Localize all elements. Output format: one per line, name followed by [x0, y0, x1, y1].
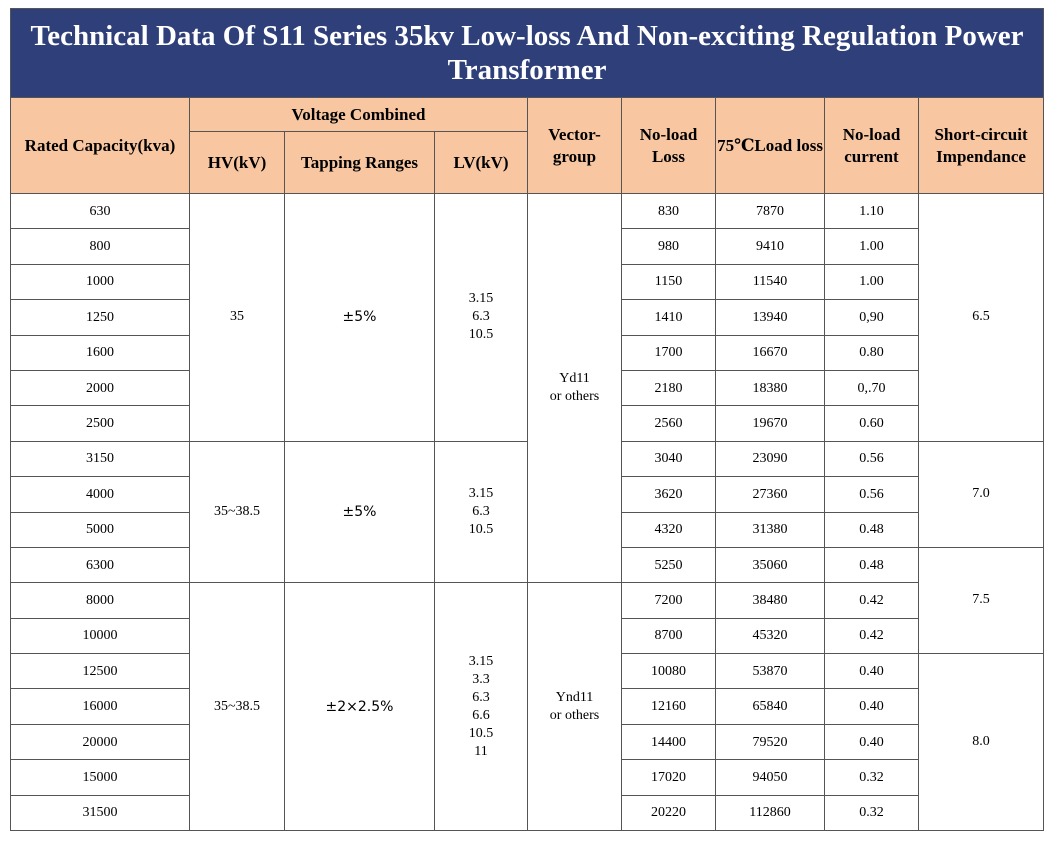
cell-rated-capacity: 5000	[11, 512, 190, 547]
cell-vector-group: Ynd11 or others	[528, 583, 622, 831]
cell-rated-capacity: 1600	[11, 335, 190, 370]
header-load-loss: 75℃Load loss	[716, 98, 825, 194]
cell-no-load-current: 0,90	[825, 300, 919, 335]
cell-no-load-current: 0.40	[825, 654, 919, 689]
cell-no-load-current: 1.10	[825, 194, 919, 229]
cell-rated-capacity: 1000	[11, 264, 190, 299]
cell-lv: 3.15 6.3 10.5	[435, 441, 528, 583]
cell-no-load-loss: 8700	[622, 618, 716, 653]
cell-no-load-loss: 2560	[622, 406, 716, 441]
transformer-data-table	[10, 8, 1044, 831]
cell-no-load-current: 0,.70	[825, 370, 919, 405]
cell-load-loss: 65840	[716, 689, 825, 724]
cell-load-loss: 7870	[716, 194, 825, 229]
cell-rated-capacity: 3150	[11, 441, 190, 476]
table-row	[11, 583, 1044, 618]
header-rated-capacity: Rated Capacity(kva)	[11, 98, 190, 194]
cell-load-loss: 27360	[716, 477, 825, 512]
cell-load-loss: 13940	[716, 300, 825, 335]
cell-tapping-range: ±5%	[285, 194, 435, 442]
cell-rated-capacity: 1250	[11, 300, 190, 335]
cell-rated-capacity: 12500	[11, 654, 190, 689]
cell-no-load-loss: 830	[622, 194, 716, 229]
cell-load-loss: 9410	[716, 229, 825, 264]
cell-hv: 35	[190, 194, 285, 442]
cell-no-load-current: 0.40	[825, 689, 919, 724]
cell-rated-capacity: 2500	[11, 406, 190, 441]
cell-rated-capacity: 10000	[11, 618, 190, 653]
cell-no-load-loss: 10080	[622, 654, 716, 689]
table-row	[11, 194, 1044, 229]
cell-hv: 35~38.5	[190, 441, 285, 583]
cell-no-load-loss: 14400	[622, 724, 716, 759]
cell-no-load-current: 0.40	[825, 724, 919, 759]
cell-no-load-loss: 12160	[622, 689, 716, 724]
cell-no-load-current: 0.32	[825, 760, 919, 795]
cell-no-load-current: 1.00	[825, 229, 919, 264]
header-no-load-current: No-load current	[825, 98, 919, 194]
cell-no-load-loss: 980	[622, 229, 716, 264]
cell-load-loss: 18380	[716, 370, 825, 405]
cell-no-load-current: 0.60	[825, 406, 919, 441]
cell-no-load-loss: 2180	[622, 370, 716, 405]
cell-no-load-current: 0.56	[825, 477, 919, 512]
cell-no-load-loss: 4320	[622, 512, 716, 547]
cell-lv: 3.15 3.3 6.3 6.6 10.5 11	[435, 583, 528, 831]
cell-no-load-current: 0.48	[825, 512, 919, 547]
cell-no-load-loss: 17020	[622, 760, 716, 795]
cell-no-load-loss: 3620	[622, 477, 716, 512]
header-no-load-loss: No-load Loss	[622, 98, 716, 194]
cell-no-load-loss: 3040	[622, 441, 716, 476]
cell-load-loss: 79520	[716, 724, 825, 759]
header-short-circuit-impedance: Short-circuit Impendance	[919, 98, 1044, 194]
cell-rated-capacity: 4000	[11, 477, 190, 512]
cell-load-loss: 53870	[716, 654, 825, 689]
cell-vector-group: Yd11 or others	[528, 194, 622, 583]
cell-rated-capacity: 16000	[11, 689, 190, 724]
cell-load-loss: 31380	[716, 512, 825, 547]
cell-lv: 3.15 6.3 10.5	[435, 194, 528, 442]
cell-no-load-current: 1.00	[825, 264, 919, 299]
cell-tapping-range: ±2×2.5%	[285, 583, 435, 831]
cell-no-load-current: 0.48	[825, 547, 919, 582]
table-row	[11, 441, 1044, 476]
cell-short-circuit-impedance: 8.0	[919, 654, 1044, 831]
cell-no-load-current: 0.32	[825, 795, 919, 830]
cell-tapping-range: ±5%	[285, 441, 435, 583]
cell-no-load-loss: 1410	[622, 300, 716, 335]
cell-load-loss: 19670	[716, 406, 825, 441]
cell-load-loss: 35060	[716, 547, 825, 582]
cell-rated-capacity: 2000	[11, 370, 190, 405]
cell-rated-capacity: 6300	[11, 547, 190, 582]
cell-hv: 35~38.5	[190, 583, 285, 831]
cell-load-loss: 112860	[716, 795, 825, 830]
cell-rated-capacity: 20000	[11, 724, 190, 759]
table-body	[11, 194, 1044, 831]
cell-rated-capacity: 800	[11, 229, 190, 264]
header-voltage-combined: Voltage Combined	[190, 98, 528, 132]
cell-rated-capacity: 8000	[11, 583, 190, 618]
cell-rated-capacity: 15000	[11, 760, 190, 795]
cell-load-loss: 45320	[716, 618, 825, 653]
cell-no-load-loss: 1700	[622, 335, 716, 370]
cell-short-circuit-impedance: 7.0	[919, 441, 1044, 547]
header-tapping-ranges: Tapping Ranges	[285, 132, 435, 194]
cell-no-load-current: 0.42	[825, 583, 919, 618]
cell-no-load-current: 0.42	[825, 618, 919, 653]
cell-load-loss: 38480	[716, 583, 825, 618]
table-title: Technical Data Of S11 Series 35kv Low-loss And Non-exciting Regulation Power Transformer	[11, 9, 1044, 98]
cell-rated-capacity: 630	[11, 194, 190, 229]
cell-load-loss: 23090	[716, 441, 825, 476]
cell-load-loss: 94050	[716, 760, 825, 795]
cell-no-load-current: 0.56	[825, 441, 919, 476]
cell-no-load-loss: 7200	[622, 583, 716, 618]
cell-no-load-loss: 20220	[622, 795, 716, 830]
header-vector-group: Vector-group	[528, 98, 622, 194]
cell-load-loss: 16670	[716, 335, 825, 370]
cell-no-load-loss: 1150	[622, 264, 716, 299]
cell-short-circuit-impedance: 7.5	[919, 547, 1044, 653]
header-hv: HV(kV)	[190, 132, 285, 194]
cell-no-load-current: 0.80	[825, 335, 919, 370]
cell-no-load-loss: 5250	[622, 547, 716, 582]
cell-rated-capacity: 31500	[11, 795, 190, 830]
cell-load-loss: 11540	[716, 264, 825, 299]
header-lv: LV(kV)	[435, 132, 528, 194]
cell-short-circuit-impedance: 6.5	[919, 194, 1044, 442]
